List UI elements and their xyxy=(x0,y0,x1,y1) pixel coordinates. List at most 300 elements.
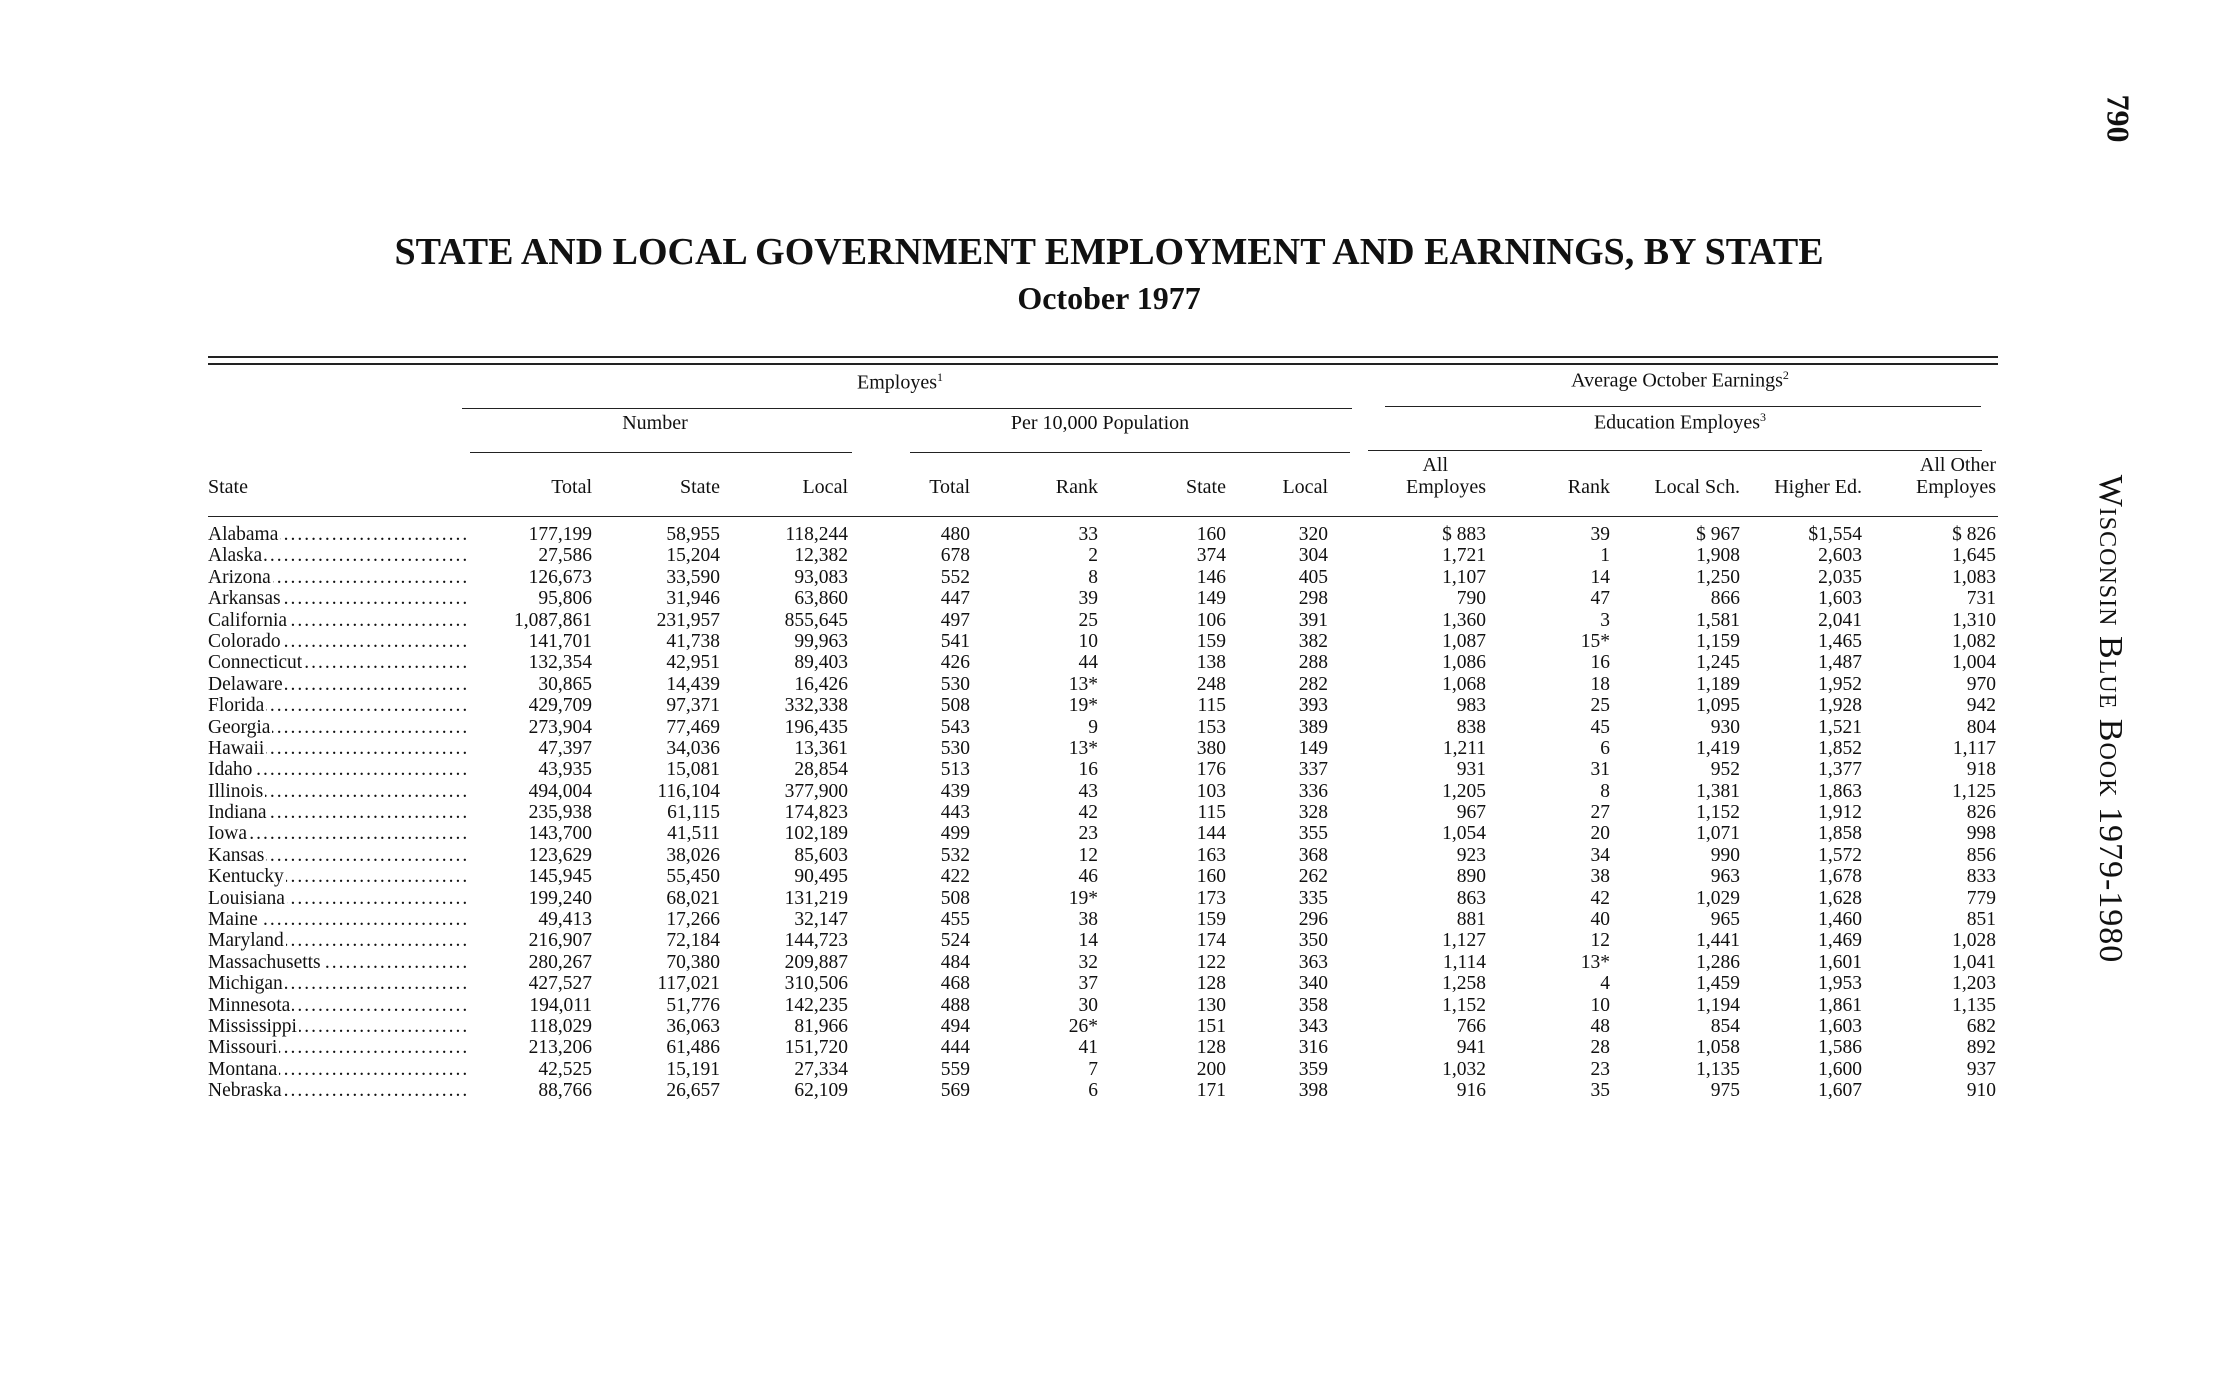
cell-per-total: 559 xyxy=(940,1058,970,1080)
cell-state-name: Louisiana ..... xyxy=(208,888,466,909)
cell-higher-ed: 1,628 xyxy=(1818,887,1862,909)
cell-state: 55,450 xyxy=(666,866,720,888)
cell-total: 145,945 xyxy=(528,866,592,888)
cell-state: 61,486 xyxy=(666,1037,720,1059)
table-row xyxy=(0,845,2218,866)
header-avg-earnings: Average October Earnings$^2$ xyxy=(1571,368,1789,392)
cell-local: 63,860 xyxy=(794,588,848,610)
table-row xyxy=(0,567,2218,588)
cell-state-name: Michigan ..... xyxy=(208,973,466,994)
cell-higher-ed: 1,460 xyxy=(1818,909,1862,931)
cell-per-total: 508 xyxy=(940,887,970,909)
cell-total: 42,525 xyxy=(538,1058,592,1080)
cell-local-sch: 965 xyxy=(1710,909,1740,931)
cell-rank: 38 xyxy=(1078,909,1098,931)
cell-per-state: 149 xyxy=(1196,588,1226,610)
cell-local-sch: 1,419 xyxy=(1696,737,1740,759)
cell-local: 377,900 xyxy=(784,780,848,802)
cell-earn-rank: 4 xyxy=(1600,973,1610,995)
cell-higher-ed: 1,678 xyxy=(1818,866,1862,888)
cell-all-employes: 967 xyxy=(1456,802,1486,824)
cell-local-sch: 975 xyxy=(1710,1080,1740,1102)
cell-local-sch: 952 xyxy=(1710,759,1740,781)
cell-state: 51,776 xyxy=(666,994,720,1016)
cell-earn-rank: 38 xyxy=(1590,866,1610,888)
cell-per-state: 153 xyxy=(1196,716,1226,738)
cell-total: 118,029 xyxy=(529,1015,592,1037)
cell-local: 102,189 xyxy=(784,823,848,845)
header-per-local: Local xyxy=(1282,476,1328,498)
cell-local-sch: 866 xyxy=(1710,588,1740,610)
cell-local: 196,435 xyxy=(784,716,848,738)
cell-rank: 30 xyxy=(1078,994,1098,1016)
cell-all-other: 1,310 xyxy=(1952,609,1996,631)
rule-number xyxy=(470,452,852,453)
table-row xyxy=(0,995,2218,1016)
cell-local: 62,109 xyxy=(794,1080,848,1102)
table-row xyxy=(0,866,2218,887)
page-number: 790 xyxy=(2100,94,2137,143)
cell-per-local: 358 xyxy=(1298,994,1328,1016)
cell-total: 429,709 xyxy=(528,695,592,717)
cell-local-sch: 1,159 xyxy=(1696,630,1740,652)
cell-earn-rank: 16 xyxy=(1590,652,1610,674)
table-row xyxy=(0,1037,2218,1058)
cell-state: 15,081 xyxy=(666,759,720,781)
cell-higher-ed: 1,928 xyxy=(1818,695,1862,717)
cell-rank: 10 xyxy=(1078,630,1098,652)
cell-per-total: 426 xyxy=(940,652,970,674)
cell-all-other: 918 xyxy=(1966,759,1996,781)
table-row xyxy=(0,631,2218,652)
header-total: Total xyxy=(551,476,592,498)
header-employes: Employes$^1$ xyxy=(857,370,943,394)
cell-rank: 43 xyxy=(1078,780,1098,802)
top-rule xyxy=(208,356,1998,358)
cell-per-local: 382 xyxy=(1298,630,1328,652)
running-head: Wisconsin Blue Book 1979-1980 xyxy=(2092,474,2129,964)
cell-local: 89,403 xyxy=(794,652,848,674)
cell-all-employes: 1,360 xyxy=(1442,609,1486,631)
cell-per-state: 106 xyxy=(1196,609,1226,631)
cell-state: 15,204 xyxy=(666,545,720,567)
cell-rank: 32 xyxy=(1078,951,1098,973)
cell-all-other: 731 xyxy=(1966,588,1996,610)
cell-all-employes: 890 xyxy=(1456,866,1486,888)
cell-local: 90,495 xyxy=(794,866,848,888)
cell-state-name: Maine ..... xyxy=(208,909,466,930)
table-row xyxy=(0,695,2218,716)
cell-higher-ed: 1,603 xyxy=(1818,1015,1862,1037)
cell-all-employes: 766 xyxy=(1456,1015,1486,1037)
cell-total: 126,673 xyxy=(528,566,592,588)
cell-all-employes: 1,211 xyxy=(1442,737,1486,759)
cell-local: 118,244 xyxy=(785,524,848,545)
cell-per-state: 122 xyxy=(1196,951,1226,973)
cell-per-local: 368 xyxy=(1298,844,1328,866)
cell-rank: 9 xyxy=(1088,716,1098,738)
cell-all-employes: 1,032 xyxy=(1442,1058,1486,1080)
cell-state-name: Massachusetts ..... xyxy=(208,952,466,973)
cell-rank: 44 xyxy=(1078,652,1098,674)
cell-higher-ed: 1,603 xyxy=(1818,588,1862,610)
table-row xyxy=(0,738,2218,759)
cell-per-local: 282 xyxy=(1298,673,1328,695)
cell-higher-ed: 1,861 xyxy=(1818,994,1862,1016)
cell-local: 174,823 xyxy=(784,802,848,824)
cell-all-other: 998 xyxy=(1966,823,1996,845)
cell-total: 213,206 xyxy=(528,1037,592,1059)
cell-all-employes: 923 xyxy=(1456,844,1486,866)
cell-earn-rank: 10 xyxy=(1590,994,1610,1016)
cell-per-state: 171 xyxy=(1196,1080,1226,1102)
cell-total: 27,586 xyxy=(538,545,592,567)
cell-total: 216,907 xyxy=(528,930,592,952)
cell-rank: 23 xyxy=(1078,823,1098,845)
header-number: Number xyxy=(622,412,688,434)
cell-earn-rank: 42 xyxy=(1590,887,1610,909)
cell-local-sch: 1,189 xyxy=(1696,673,1740,695)
cell-all-employes: 790 xyxy=(1456,588,1486,610)
cell-rank: 33 xyxy=(1078,524,1098,545)
header-state: State xyxy=(208,476,248,498)
cell-per-state: 160 xyxy=(1196,866,1226,888)
cell-total: 427,527 xyxy=(528,973,592,995)
cell-higher-ed: 2,035 xyxy=(1818,566,1862,588)
top-rule-2 xyxy=(208,363,1998,365)
cell-per-total: 678 xyxy=(940,545,970,567)
cell-earn-rank: 3 xyxy=(1600,609,1610,631)
cell-per-total: 524 xyxy=(940,930,970,952)
rule-earnings xyxy=(1385,406,1981,407)
cell-per-total: 455 xyxy=(940,909,970,931)
table-title: STATE AND LOCAL GOVERNMENT EMPLOYMENT AND EARNINGS, BY STATE xyxy=(394,231,1824,273)
cell-state-name: Kansas ..... xyxy=(208,845,466,866)
cell-per-state: 173 xyxy=(1196,887,1226,909)
cell-state-name: Mississippi ..... xyxy=(208,1016,466,1037)
cell-per-total: 497 xyxy=(940,609,970,631)
cell-local-sch: 1,381 xyxy=(1696,780,1740,802)
cell-all-other: 1,125 xyxy=(1952,780,1996,802)
cell-local-sch: 1,071 xyxy=(1696,823,1740,845)
cell-local-sch: 1,058 xyxy=(1696,1037,1740,1059)
rule-education xyxy=(1368,450,1982,451)
cell-higher-ed: 1,465 xyxy=(1818,630,1862,652)
cell-all-other: 1,203 xyxy=(1952,973,1996,995)
table-row xyxy=(0,652,2218,673)
header-earn-rank: Rank xyxy=(1567,476,1610,498)
cell-earn-rank: 20 xyxy=(1590,823,1610,845)
cell-all-other: 779 xyxy=(1966,887,1996,909)
cell-total: 49,413 xyxy=(538,909,592,931)
cell-per-local: 359 xyxy=(1298,1058,1328,1080)
cell-per-total: 488 xyxy=(940,994,970,1016)
cell-local-sch: 1,029 xyxy=(1696,887,1740,909)
cell-state-name: Arkansas ..... xyxy=(208,588,466,609)
cell-earn-rank: 45 xyxy=(1590,716,1610,738)
cell-per-local: 405 xyxy=(1298,566,1328,588)
cell-all-employes: 1,054 xyxy=(1442,823,1486,845)
cell-all-other: 804 xyxy=(1966,716,1996,738)
cell-earn-rank: 23 xyxy=(1590,1058,1610,1080)
cell-all-employes: $ 883 xyxy=(1442,524,1486,545)
cell-total: 141,701 xyxy=(528,630,592,652)
cell-local: 855,645 xyxy=(784,609,848,631)
cell-rank: 41 xyxy=(1078,1037,1098,1059)
cell-rank: 39 xyxy=(1078,588,1098,610)
cell-local: 32,147 xyxy=(794,909,848,931)
cell-total: 273,904 xyxy=(528,716,592,738)
cell-state-name: California ..... xyxy=(208,610,466,631)
cell-state: 15,191 xyxy=(666,1058,720,1080)
cell-earn-rank: 31 xyxy=(1590,759,1610,781)
cell-all-employes: 1,086 xyxy=(1442,652,1486,674)
cell-higher-ed: 1,377 xyxy=(1818,759,1862,781)
cell-earn-rank: 34 xyxy=(1590,844,1610,866)
cell-all-employes: 1,114 xyxy=(1442,951,1486,973)
cell-higher-ed: 1,852 xyxy=(1818,737,1862,759)
cell-rank: 8 xyxy=(1088,566,1098,588)
table-row xyxy=(0,717,2218,738)
cell-per-local: 337 xyxy=(1298,759,1328,781)
cell-all-employes: 931 xyxy=(1456,759,1486,781)
cell-state-name: Delaware ..... xyxy=(208,674,466,695)
cell-all-other: 1,117 xyxy=(1952,737,1996,759)
cell-per-state: 144 xyxy=(1196,823,1226,845)
cell-state: 41,511 xyxy=(667,823,720,845)
header-all-employes-2: Employes xyxy=(1406,476,1486,498)
cell-local-sch: 1,095 xyxy=(1696,695,1740,717)
cell-per-total: 532 xyxy=(940,844,970,866)
cell-rank: 37 xyxy=(1078,973,1098,995)
cell-state: 17,266 xyxy=(666,909,720,931)
cell-local-sch: 1,135 xyxy=(1696,1058,1740,1080)
cell-state-name: Nebraska ..... xyxy=(208,1080,466,1101)
cell-local: 16,426 xyxy=(794,673,848,695)
cell-per-local: 298 xyxy=(1298,588,1328,610)
cell-local: 332,338 xyxy=(784,695,848,717)
cell-per-state: 374 xyxy=(1196,545,1226,567)
cell-state-name: Hawaii ..... xyxy=(208,738,466,759)
cell-earn-rank: 15* xyxy=(1580,630,1610,652)
cell-per-state: 103 xyxy=(1196,780,1226,802)
cell-higher-ed: 1,953 xyxy=(1818,973,1862,995)
cell-total: 132,354 xyxy=(528,652,592,674)
cell-per-total: 543 xyxy=(940,716,970,738)
cell-per-state: 115 xyxy=(1197,802,1226,824)
cell-local-sch: 1,459 xyxy=(1696,973,1740,995)
table-row xyxy=(0,588,2218,609)
cell-total: 43,935 xyxy=(538,759,592,781)
cell-per-local: 393 xyxy=(1298,695,1328,717)
table-body xyxy=(0,524,2218,1102)
cell-higher-ed: 1,601 xyxy=(1818,951,1862,973)
cell-per-local: 389 xyxy=(1298,716,1328,738)
cell-per-state: 115 xyxy=(1197,695,1226,717)
cell-state: 26,657 xyxy=(666,1080,720,1102)
cell-local: 131,219 xyxy=(784,887,848,909)
cell-state-name: Georgia ..... xyxy=(208,717,466,738)
cell-state: 31,946 xyxy=(666,588,720,610)
cell-all-other: 892 xyxy=(1966,1037,1996,1059)
cell-state: 68,021 xyxy=(666,887,720,909)
cell-rank: 46 xyxy=(1078,866,1098,888)
cell-local-sch: 930 xyxy=(1710,716,1740,738)
cell-all-other: 1,004 xyxy=(1952,652,1996,674)
cell-all-other: 1,041 xyxy=(1952,951,1996,973)
cell-all-other: 910 xyxy=(1966,1080,1996,1102)
cell-total: 494,004 xyxy=(528,780,592,802)
cell-local: 85,603 xyxy=(794,844,848,866)
cell-state: 38,026 xyxy=(666,844,720,866)
cell-rank: 26* xyxy=(1068,1015,1098,1037)
cell-local: 144,723 xyxy=(784,930,848,952)
cell-total: 199,240 xyxy=(528,887,592,909)
table-row xyxy=(0,1080,2218,1101)
cell-per-total: 468 xyxy=(940,973,970,995)
cell-state-name: Minnesota ..... xyxy=(208,995,466,1016)
header-per-state: State xyxy=(1186,476,1226,498)
table-row xyxy=(0,823,2218,844)
cell-state-name: Missouri ..... xyxy=(208,1037,466,1058)
table-row xyxy=(0,759,2218,780)
table-row xyxy=(0,930,2218,951)
header-per-total: Total xyxy=(929,476,970,498)
cell-per-total: 444 xyxy=(940,1037,970,1059)
cell-state: 58,955 xyxy=(666,524,720,545)
cell-state: 70,380 xyxy=(666,951,720,973)
cell-per-total: 422 xyxy=(940,866,970,888)
cell-rank: 2 xyxy=(1088,545,1098,567)
cell-state-name: Iowa ..... xyxy=(208,823,466,844)
cell-per-state: 159 xyxy=(1196,630,1226,652)
header-education-employes: Education Employes$^3$ xyxy=(1593,410,1767,434)
table-row xyxy=(0,524,2218,545)
cell-state-name: Illinois ..... xyxy=(208,781,466,802)
cell-earn-rank: 14 xyxy=(1590,566,1610,588)
cell-all-employes: 1,068 xyxy=(1442,673,1486,695)
cell-local-sch: 1,441 xyxy=(1696,930,1740,952)
cell-per-local: 398 xyxy=(1298,1080,1328,1102)
cell-earn-rank: 48 xyxy=(1590,1015,1610,1037)
cell-local-sch: 854 xyxy=(1710,1015,1740,1037)
header-bottom-rule xyxy=(208,516,1998,517)
cell-all-employes: 983 xyxy=(1456,695,1486,717)
table-row xyxy=(0,888,2218,909)
cell-per-local: 328 xyxy=(1298,802,1328,824)
rule-employes xyxy=(462,408,1352,409)
cell-all-employes: 1,721 xyxy=(1442,545,1486,567)
cell-all-employes: 1,152 xyxy=(1442,994,1486,1016)
cell-state: 61,115 xyxy=(667,802,720,824)
cell-state-name: Indiana ..... xyxy=(208,802,466,823)
cell-earn-rank: 35 xyxy=(1590,1080,1610,1102)
cell-local: 93,083 xyxy=(794,566,848,588)
cell-higher-ed: 1,572 xyxy=(1818,844,1862,866)
cell-local-sch: $ 967 xyxy=(1696,524,1740,545)
cell-higher-ed: 1,607 xyxy=(1818,1080,1862,1102)
cell-per-local: 355 xyxy=(1298,823,1328,845)
cell-all-other: 856 xyxy=(1966,844,1996,866)
cell-higher-ed: 2,603 xyxy=(1818,545,1862,567)
cell-per-total: 552 xyxy=(940,566,970,588)
cell-total: 1,087,861 xyxy=(514,609,592,631)
cell-all-other: 942 xyxy=(1966,695,1996,717)
cell-all-employes: 881 xyxy=(1456,909,1486,931)
cell-per-local: 320 xyxy=(1298,524,1328,545)
cell-higher-ed: 1,952 xyxy=(1818,673,1862,695)
header-local-sch: Local Sch. xyxy=(1654,476,1740,498)
cell-per-total: 480 xyxy=(940,524,970,545)
cell-state: 72,184 xyxy=(666,930,720,952)
cell-total: 123,629 xyxy=(528,844,592,866)
cell-higher-ed: 1,487 xyxy=(1818,652,1862,674)
header-all-other-1: All Other xyxy=(1919,454,1996,476)
cell-local-sch: 1,250 xyxy=(1696,566,1740,588)
cell-state-name: Colorado ..... xyxy=(208,631,466,652)
cell-local: 13,361 xyxy=(794,737,848,759)
cell-local-sch: 1,245 xyxy=(1696,652,1740,674)
cell-state-name: Florida ..... xyxy=(208,695,466,716)
cell-higher-ed: 1,586 xyxy=(1818,1037,1862,1059)
cell-rank: 12 xyxy=(1078,844,1098,866)
cell-per-state: 176 xyxy=(1196,759,1226,781)
cell-per-state: 159 xyxy=(1196,909,1226,931)
cell-all-employes: 1,087 xyxy=(1442,630,1486,652)
table-row xyxy=(0,610,2218,631)
cell-per-total: 447 xyxy=(940,588,970,610)
cell-all-employes: 916 xyxy=(1456,1080,1486,1102)
cell-state-name: Alaska ..... xyxy=(208,545,466,566)
cell-earn-rank: 47 xyxy=(1590,588,1610,610)
cell-total: 88,766 xyxy=(538,1080,592,1102)
header-all-employes-1: All xyxy=(1422,454,1448,476)
cell-higher-ed: 1,600 xyxy=(1818,1058,1862,1080)
cell-per-total: 541 xyxy=(940,630,970,652)
cell-per-total: 494 xyxy=(940,1015,970,1037)
cell-per-local: 391 xyxy=(1298,609,1328,631)
cell-per-local: 363 xyxy=(1298,951,1328,973)
cell-all-other: 970 xyxy=(1966,673,1996,695)
cell-per-state: 128 xyxy=(1196,1037,1226,1059)
cell-all-other: 1,083 xyxy=(1952,566,1996,588)
cell-per-total: 513 xyxy=(940,759,970,781)
cell-higher-ed: 1,858 xyxy=(1818,823,1862,845)
table-row xyxy=(0,973,2218,994)
cell-state: 14,439 xyxy=(666,673,720,695)
cell-total: 47,397 xyxy=(538,737,592,759)
cell-state: 42,951 xyxy=(666,652,720,674)
cell-local: 28,854 xyxy=(794,759,848,781)
header-per-10000: Per 10,000 Population xyxy=(1010,412,1190,434)
cell-total: 194,011 xyxy=(529,994,592,1016)
cell-per-state: 380 xyxy=(1196,737,1226,759)
cell-per-local: 335 xyxy=(1298,887,1328,909)
cell-earn-rank: 13* xyxy=(1580,951,1610,973)
cell-local: 151,720 xyxy=(784,1037,848,1059)
cell-all-employes: 1,205 xyxy=(1442,780,1486,802)
cell-total: 177,199 xyxy=(528,524,592,545)
cell-per-local: 288 xyxy=(1298,652,1328,674)
cell-per-local: 316 xyxy=(1298,1037,1328,1059)
cell-all-employes: 863 xyxy=(1456,887,1486,909)
cell-local: 99,963 xyxy=(794,630,848,652)
cell-per-total: 443 xyxy=(940,802,970,824)
cell-rank: 19* xyxy=(1068,887,1098,909)
cell-rank: 13* xyxy=(1068,673,1098,695)
cell-rank: 6 xyxy=(1088,1080,1098,1102)
cell-all-other: 851 xyxy=(1966,909,1996,931)
